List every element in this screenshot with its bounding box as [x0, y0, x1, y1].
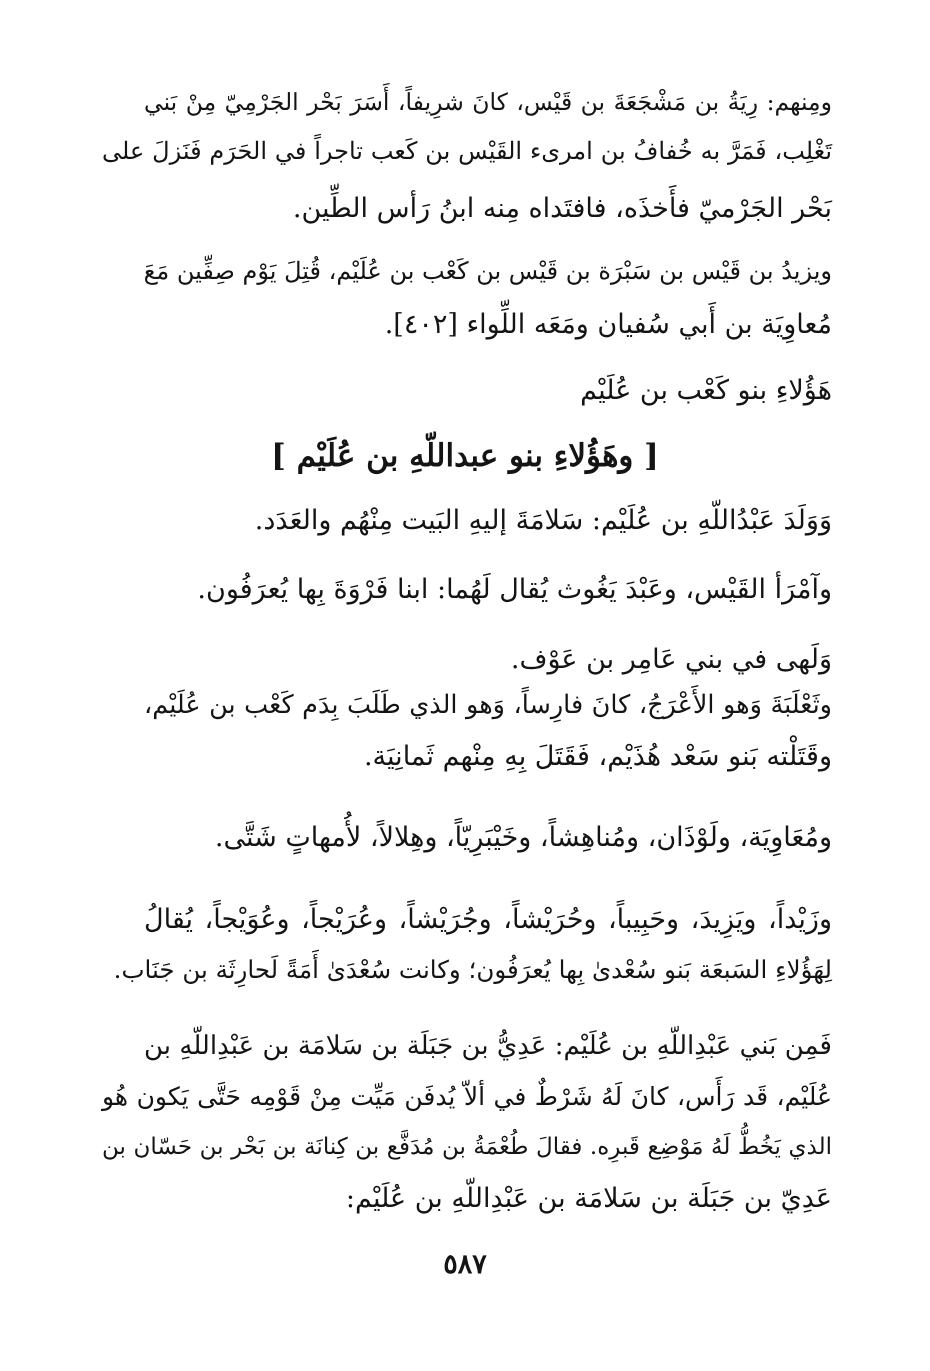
text-line: لِهَؤُلاءِ السَبعَة بَنو سُعْدىٰ بِها يُعرَفُون؛ وكانت سُعْدَىٰ أَمَةً لَحارِثَة بن جَنَاب. [113, 955, 832, 984]
text-line: فَمِن بَني عَبْدِاللّهِ بن عُلَيْم: عَدِيُّ بن جَبَلَة بن سَلامَة بن عَبْدِاللّهِ بن [144, 1031, 832, 1061]
section-note: هَؤُلاءِ بنو كَعْب بن عُلَيْم [580, 375, 832, 406]
text-line: وقَتَلْته بَنو سَعْد هُذَيْم، فَقَتَلَ بِهِ مِنْهم ثَمانِيَة. [363, 741, 832, 772]
text-line: وآمْرَأ القَيْس، وعَبْدَ يَغُوث يُقال لَهُما: ابنا فَرْوَةَ بِها يُعرَفُون. [197, 574, 832, 605]
section-heading: [ وهَؤُلاءِ بنو عبداللّهِ بن عُلَيْم ] [271, 438, 659, 474]
text-line: ومُعَاوِيَة، ولَوْذَان، ومُناهِشاً، وخَيْبَرِيّاً، وهِلالاً، لأُمهاتٍ شَتَّى. [214, 822, 832, 853]
text-line: بَحْر الجَرْميّ فأَخذَه، فافتَداه مِنه ابنُ رَأس الطِّين. [292, 193, 832, 224]
text-line: ومِنهم: رِيَةُ بن مَشْجَعَةَ بن قَيْس، كانَ شرِيفاً، أَسَرَ بَحْر الجَرْمِيّ مِنْ بَني [144, 88, 832, 116]
page-number: ٥٨٧ [443, 1249, 487, 1280]
text-line: وَلَهى في بني عَامِر بن عَوْف. [510, 644, 832, 675]
text-line: الذي يَخُطُّ لَهُ مَوْضِع قَبرِه. فقالَ طُعْمَةُ بن مُدَفَّع بن كِنانَة بن بَحْر بن حَسّان بن [102, 1134, 832, 1160]
text-line: وثَعْلَبَةَ وَهو الأَعْرَجُ، كانَ فارِساً، وَهو الذي طَلَبَ بِدَم كَعْب بن عُلَيْم، [144, 690, 832, 720]
text-line: عُلَيْم، قَد رَأَس، كانَ لَهُ شَرْطٌ في ألاّ يُدفَن مَيِّت مِنْ قَوْمِه حَتَّى يَكون هُو [102, 1082, 832, 1111]
text-line: ويزيدُ بن قَيْس بن سَبْرَة بن قَيْس بن كَعْب بن عُلَيْم، قُتِلَ يَوْم صِفِّين مَعَ [143, 257, 832, 285]
text-line: تَغْلِب، فَمَرَّ به خُفافُ بن امرىء القَيْس بن كَعب تاجراً في الحَرَم فَنَزلَ على [102, 137, 832, 165]
text-line: وزَيْداً، ويَزِيدَ، وحَبِيباً، وحُرَيْشاً، وجُرَيْشاً، وعُرَيْجاً، وعُوَيْجاً، يُقالُ [144, 904, 832, 935]
text-line: وَوَلَدَ عَبْدُاللّهِ بن عُلَيْم: سَلامَةَ إليهِ البَيت مِنْهُم والعَدَد. [254, 505, 832, 536]
text-line: عَدِيّ بن جَبَلَة بن سَلامَة بن عَبْدِاللّهِ بن عُلَيْم: [345, 1183, 832, 1214]
text-line: مُعاوِيَة بن أَبي سُفيان ومَعَه اللِّواء [٤٠٢]. [384, 309, 832, 340]
